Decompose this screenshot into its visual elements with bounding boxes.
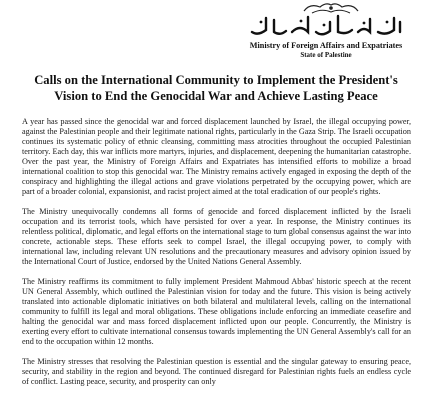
state-name: State of Palestine	[300, 51, 352, 59]
paragraph: The Ministry unequivocally condemns all forms of genocide and forced displacement inflicted by the Israeli occupation and its terrorist tools, which have persisted for over a year. In response, the Ministry continues its relentless political, diplomatic, and legal efforts on the international stage to turn global consensus against the war into concrete, actionable steps. These efforts seek to compel Israel, the illegal occupying power, to comply with international law, including relevant UN resolutions and the precautionary measures and advisory opinion issued by the International Court of Justice, endorsed by the United Nations General Assembly.	[22, 207, 411, 266]
letterhead	[240, 0, 420, 64]
document-body	[22, 117, 411, 397]
paragraph: The Ministry stresses that resolving the Palestinian question is essential and the singular gateway to ensuring peace, security, and stability in the region and beyond. The continued disregard for Palestinian rights fuels an endless cycle of conflict. Lasting peace, security, and prosperity can only	[22, 357, 411, 386]
paragraph: The Ministry reaffirms its commitment to fully implement President Mahmoud Abbas' historic speech at the recent UN General Assembly, which outlined the Palestinian vision for today and the future. This vision is being actively translated into actionable diplomatic initiatives on both bilateral and multilateral levels, calling on the international community to fulfill its legal and moral obligations. These obligations include enforcing an immediate ceasefire and halting the genocidal war and mass forced displacement inflicted upon our people. Concurrently, the Ministry is exerting every effort to cultivate international consensus towards implementing the UN General Assembly's call for an end to the occupation within 12 months.	[22, 277, 411, 346]
document-title: Calls on the International Community to Implement the President's Vision to End the Genocidal War and Achieve Lasting Peace	[34, 73, 398, 104]
arabic-ministry-name	[246, 12, 408, 40]
ministry-name: Ministry of Foreign Affairs and Expatriates	[249, 41, 403, 50]
paragraph: A year has passed since the genocidal war and forced displacement launched by Israel, the illegal occupying power, against the Palestinian people and their legitimate national rights, particularly in the Gaza Strip. The Israeli occupation continues its systematic policy of ethnic cleansing, committing mass atrocities throughout the occupied Palestinian territory. Each day, this war inflicts more martyrs, injuries, and displacement, deepening the humanitarian catastrophe. Over the past year, the Ministry of Foreign Affairs and Expatriates has intensified efforts to mobilize a broad international coalition to stop this genocidal war. The Ministry remains actively engaged in exposing the depth of the conspiracy and highlighting the illegal actions and grave violations perpetrated by the occupying power, which are part of a broader colonial, expansionist, and racist project aimed at the total eradication of our people's rights.	[22, 117, 411, 196]
